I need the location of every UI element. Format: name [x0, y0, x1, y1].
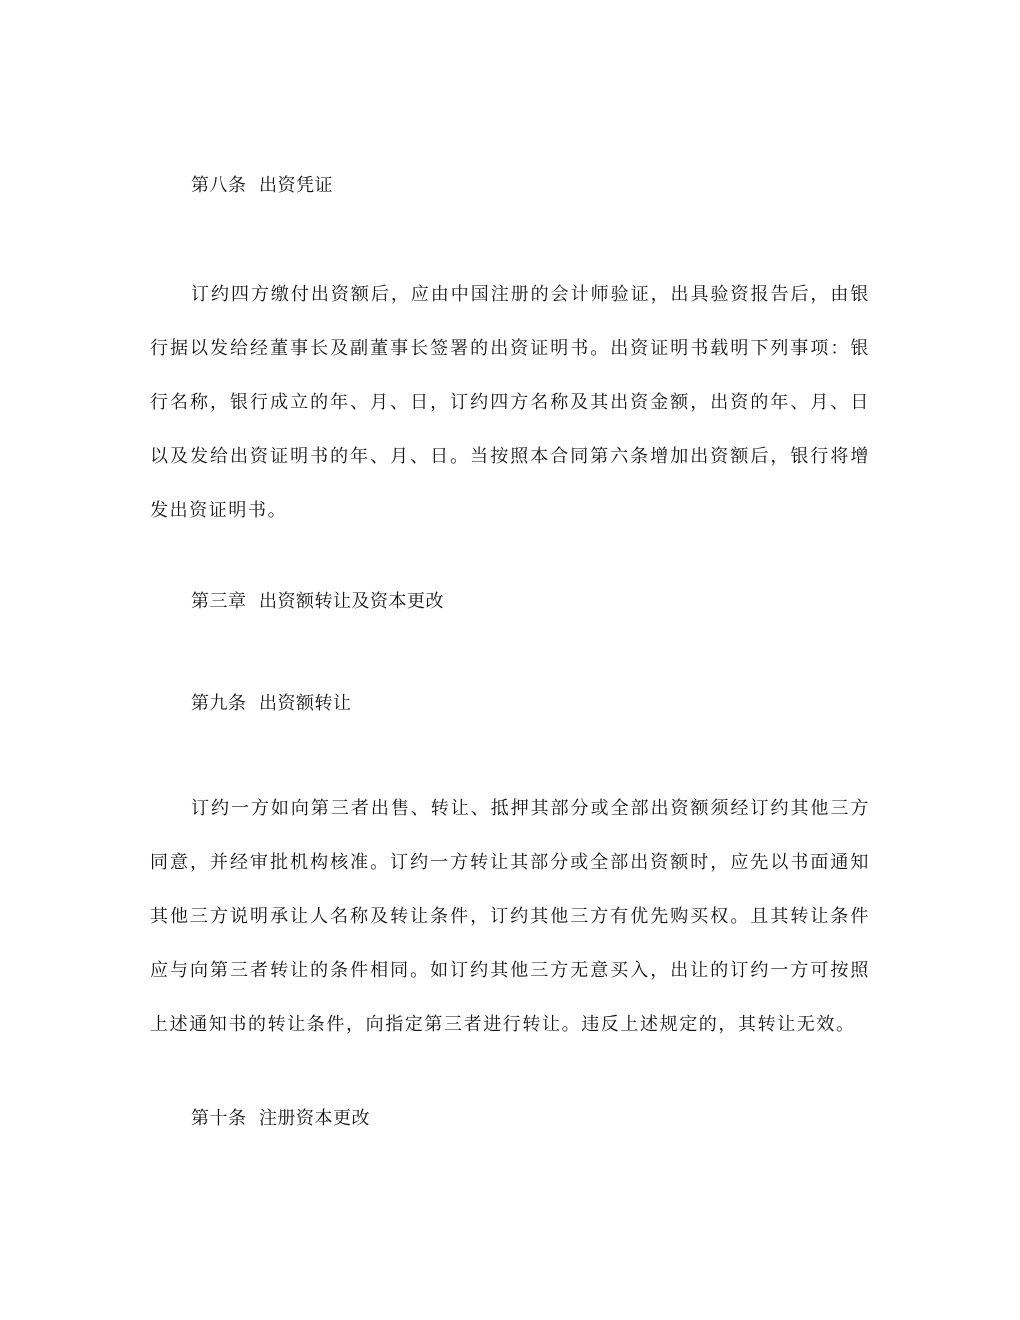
article-9-body: 订约一方如向第三者出售、转让、抵押其部分或全部出资额须经订约其他三方同意，并经审批机构核准。订约一方转让其部分或全部出资额时，应先以书面通知其他三方说明承让人名称及转让条件，订约其他三方有优先购买权。且其转让条件应与向第三者转让的条件相同。如订约其他三方无意买入，出让的订约一方可按照上述通知书的转让条件，向指定第三者进行转让。违反上述规定的，其转让无效。	[150, 798, 870, 1035]
article-8-body: 订约四方缴付出资额后，应由中国注册的会计师验证，出具验资报告后，由银行据以发给经董事长及副董事长签署的出资证明书。出资证明书载明下列事项：银行名称，银行成立的年、月、日，订约四方名称及其出资金额，出资的年、月、日以及发给出资证明书的年、月、日。当按照本合同第六条增加出资额后，银行将增发出资证明书。	[150, 284, 870, 521]
article-9-heading: 第九条 出资额转让	[191, 693, 352, 714]
chapter-3-heading: 第三章 出资额转让及资本更改	[191, 591, 444, 612]
article-8-heading: 第八条 出资凭证	[191, 175, 333, 196]
article-10-heading: 第十条 注册资本更改	[191, 1108, 370, 1129]
